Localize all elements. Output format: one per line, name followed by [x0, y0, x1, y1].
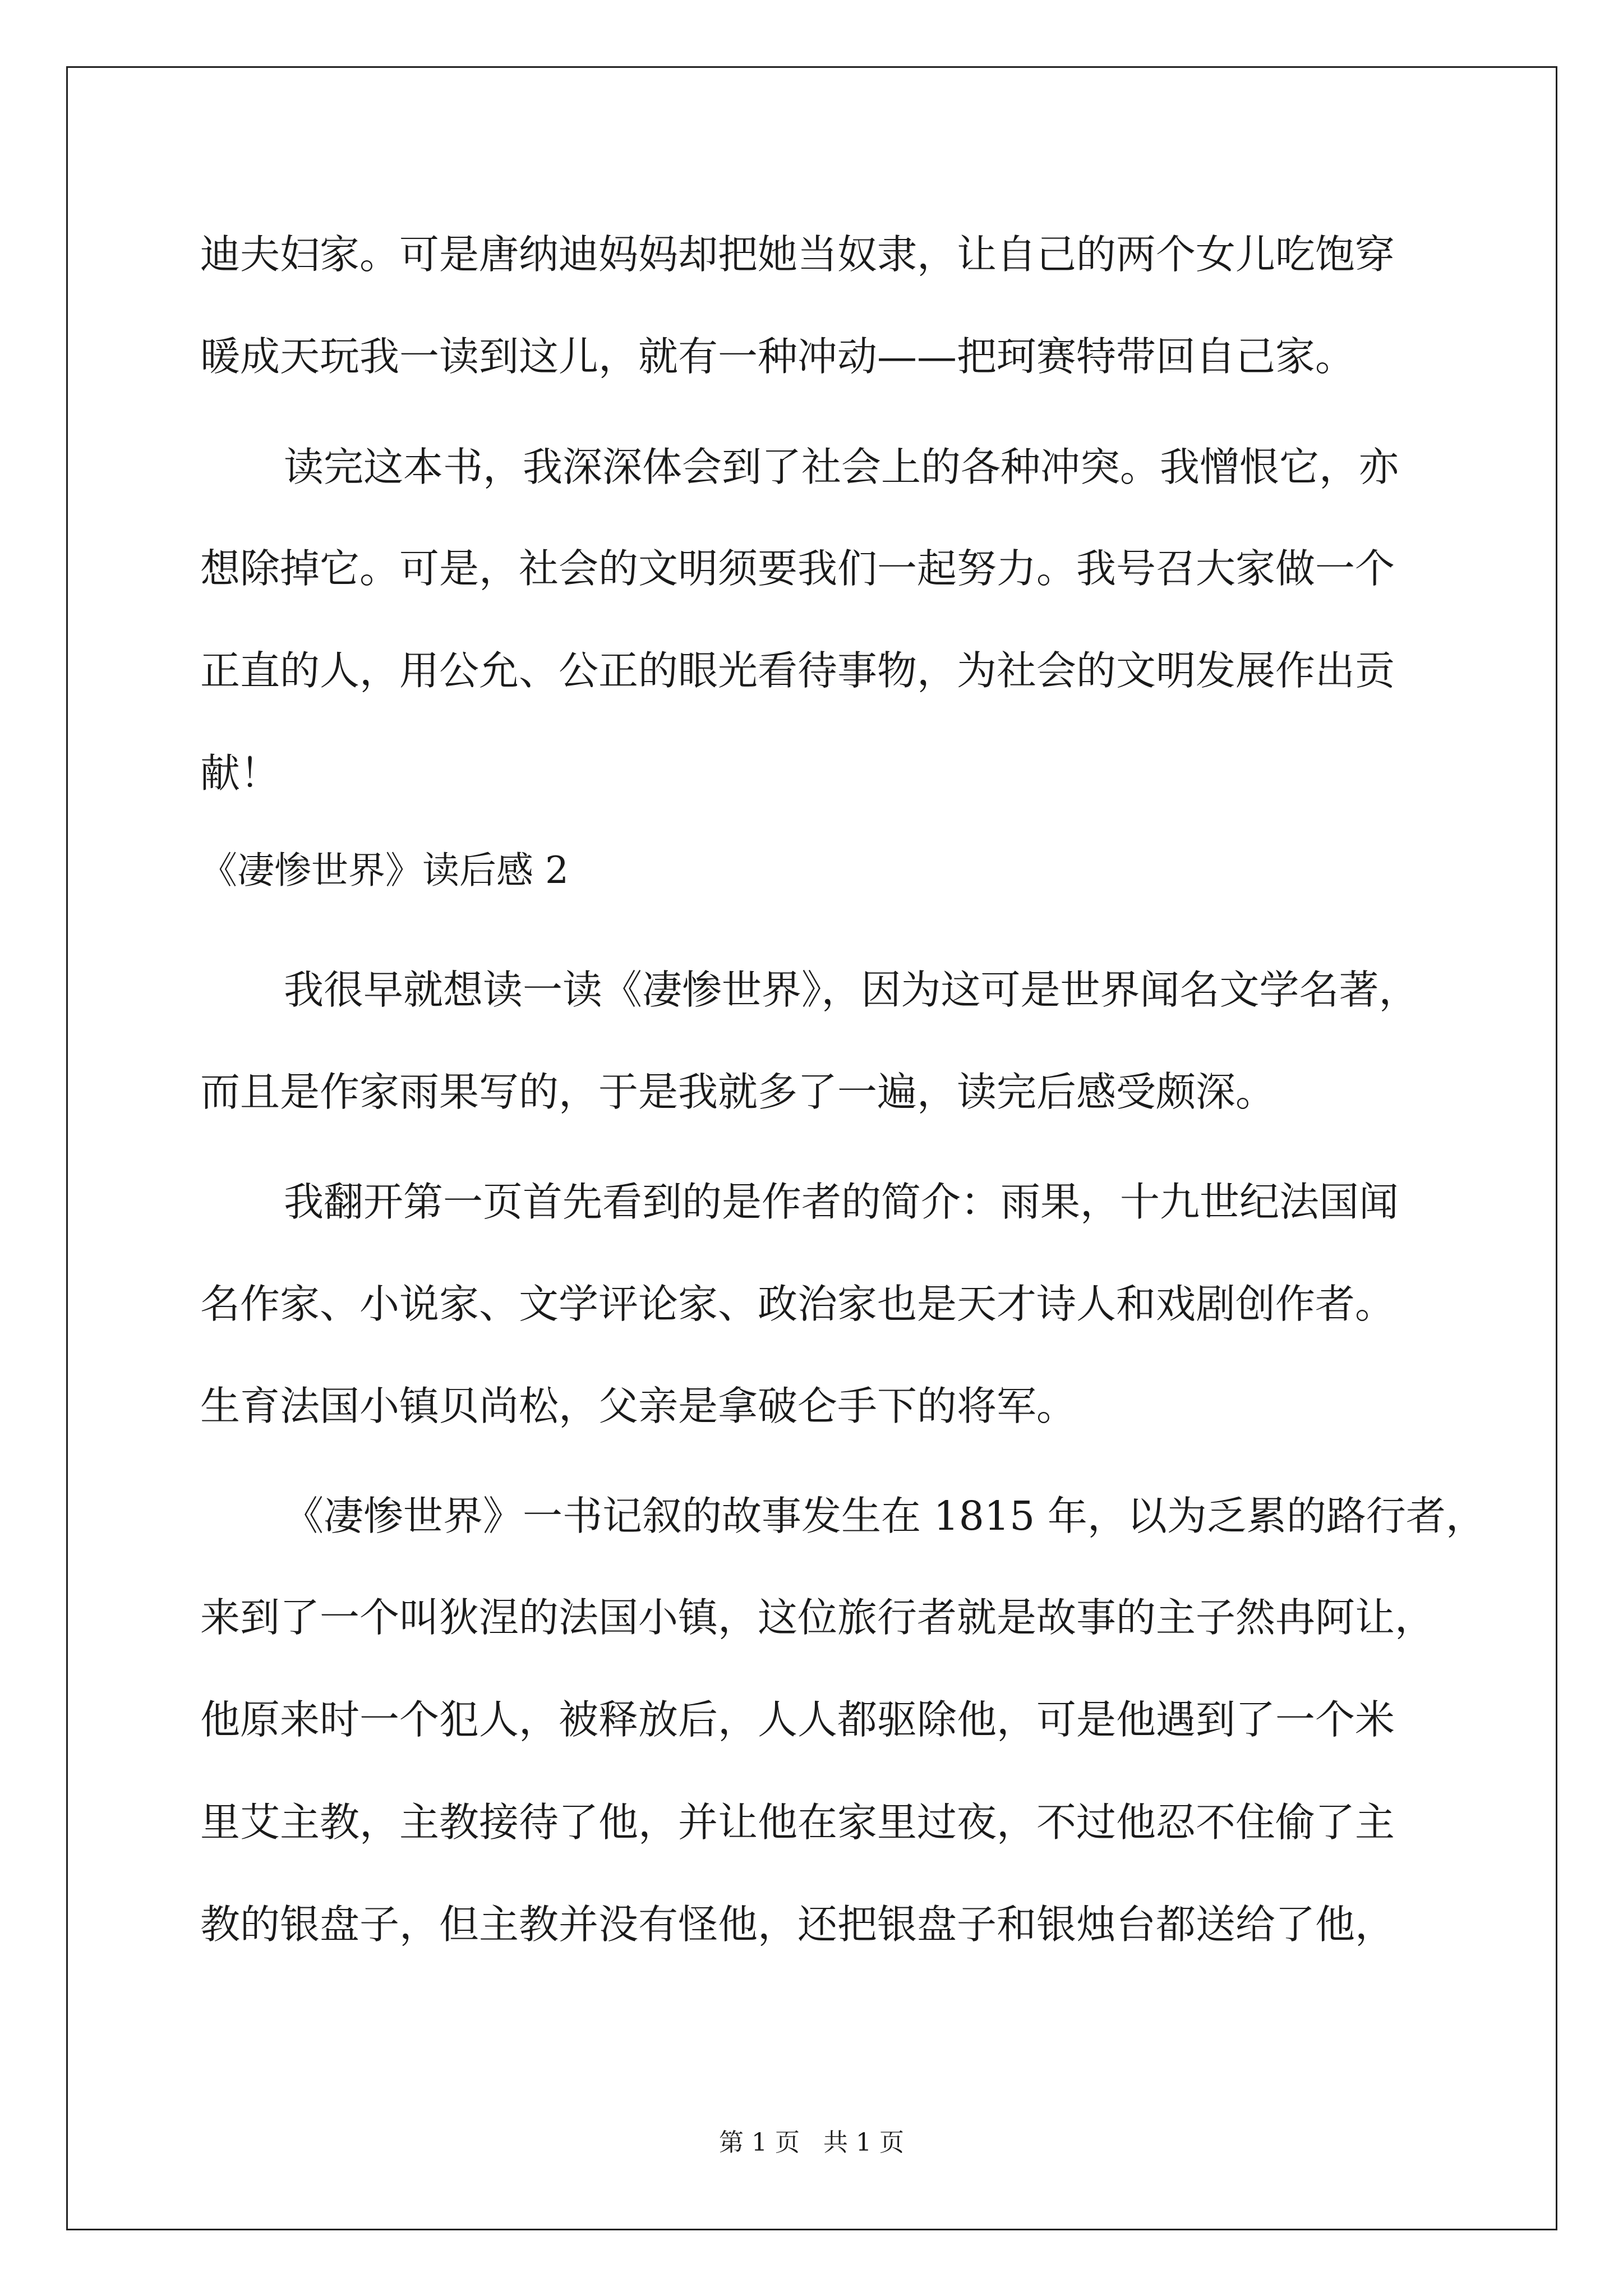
text-line: 教的银盘子，但主教并没有怪他，还把银盘子和银烛台都送给了他， [200, 1901, 1395, 1948]
text-line: 里艾主教，主教接待了他，并让他在家里过夜，不过他忍不住偷了主 [200, 1799, 1395, 1846]
text-line: 他原来时一个犯人，被释放后，人人都驱除他，可是他遇到了一个米 [200, 1696, 1395, 1743]
text-line: 迪夫妇家。可是唐纳迪妈妈却把她当奴隶，让自己的两个女儿吃饱穿 [200, 231, 1395, 278]
text-line: 我很早就想读一读《凄惨世界》，因为这可是世界闻名文学名著， [284, 967, 1419, 1013]
text-line: 想除掉它。可是，社会的文明须要我们一起努力。我号召大家做一个 [200, 545, 1395, 592]
page-number: 第 1 页 [719, 2128, 800, 2157]
text-line: 《凄惨世界》一书记叙的故事发生在 1815 年，以为乏累的路行者， [284, 1493, 1486, 1539]
section-heading: 《凄惨世界》读后感 2 [200, 849, 569, 892]
text-line: 而且是作家雨果写的，于是我就多了一遍，读完后感受颇深。 [200, 1069, 1276, 1115]
text-line: 暖成天玩我一读到这儿，就有一种冲动——把珂赛特带回自己家。 [200, 333, 1355, 380]
text-line: 读完这本书，我深深体会到了社会上的各种冲突。我憎恨它，亦 [284, 444, 1399, 490]
text-line: 献！ [200, 750, 280, 797]
text-line: 来到了一个叫狄涅的法国小镇，这位旅行者就是故事的主子然冉阿让， [200, 1594, 1435, 1641]
text-line: 正直的人，用公允、公正的眼光看待事物，为社会的文明发展作出贡 [200, 647, 1395, 694]
text-line: 我翻开第一页首先看到的是作者的简介：雨果，十九世纪法国闻 [284, 1179, 1399, 1225]
page-footer [0, 2128, 1623, 2157]
text-line: 名作家、小说家、文学评论家、政治家也是天才诗人和戏剧创作者。 [200, 1281, 1395, 1327]
page-total: 共 1 页 [823, 2128, 904, 2157]
text-line: 生育法国小镇贝尚松，父亲是拿破仑手下的将军。 [200, 1383, 1077, 1429]
